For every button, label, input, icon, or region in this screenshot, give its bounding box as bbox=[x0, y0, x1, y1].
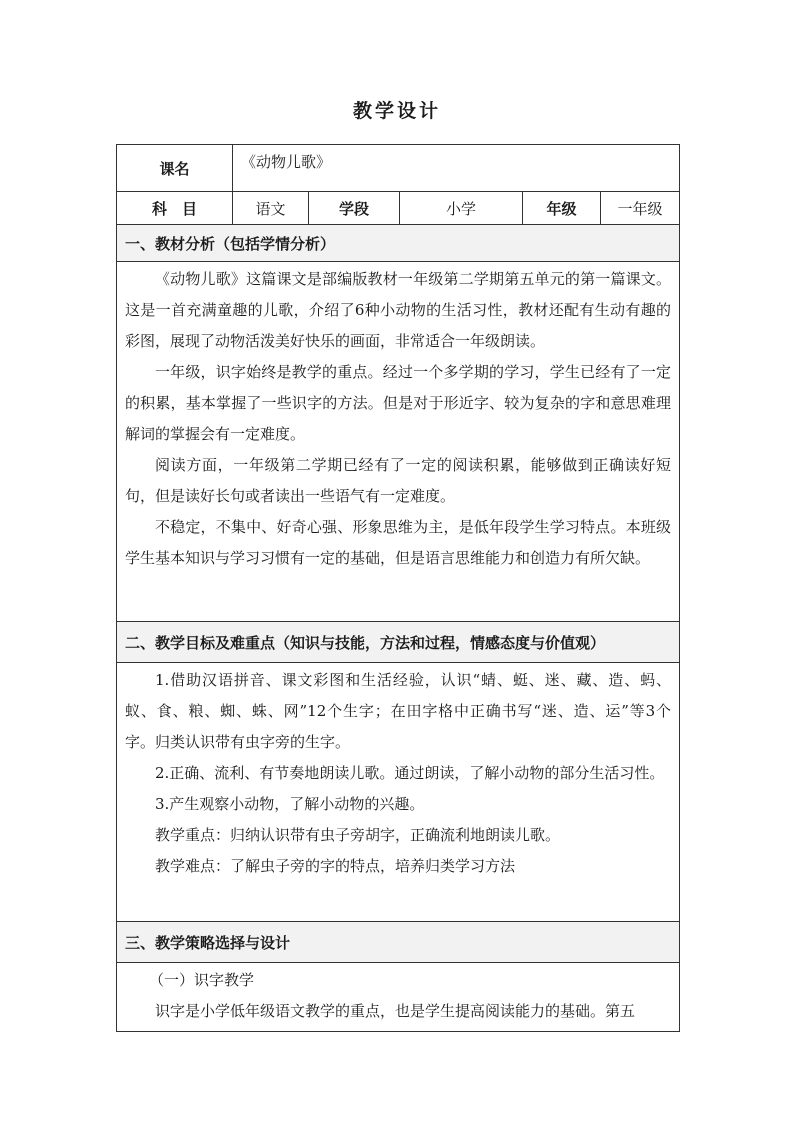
paragraph: 一年级，识字始终是教学的重点。经过一个多学期的学习，学生已经有了一定的积累，基本掌握了一些识字的方法。但是对于形近字、较为复杂的字和意思难理解词的掌握会有一定难度。 bbox=[125, 363, 672, 443]
document-title: 教学设计 bbox=[352, 100, 441, 122]
section-body bbox=[117, 663, 680, 922]
paragraph: 3.产生观察小动物，了解小动物的兴趣。 bbox=[155, 795, 425, 813]
paragraph: 1.借助汉语拼音、课文彩图和生活经验，认识“蜻、蜓、迷、藏、造、蚂、蚁、食、粮、蜘、蛛、网”12个生字；在田字格中正确书写“迷、造、运”等3个字。归类认识带有虫字旁的生字。 bbox=[125, 671, 672, 751]
subject-row bbox=[117, 192, 680, 225]
course-label: 课名 bbox=[117, 145, 233, 192]
paragraph: 2.正确、流利、有节奏地朗读儿歌。通过朗读，了解小动物的部分生活习性。 bbox=[155, 764, 665, 782]
paragraph: （一）识字教学 bbox=[149, 971, 255, 989]
paragraph: 不稳定，不集中、好奇心强、形象思维为主，是低年段学生学习特点。本班级学生基本知识与学习习惯有一定的基础，但是语言思维能力和创造力有所欠缺。 bbox=[125, 518, 672, 567]
grade-label: 年级 bbox=[523, 192, 601, 225]
section-heading: 一、教材分析（包括学情分析） bbox=[117, 225, 680, 262]
stage-value: 小学 bbox=[400, 192, 523, 225]
section-heading: 三、教学策略选择与设计 bbox=[117, 922, 680, 963]
paragraph: 《动物儿歌》这篇课文是部编版教材一年级第二学期第五单元的第一篇课文。这是一首充满童趣的儿歌，介绍了6种小动物的生活习性，教材还配有生动有趣的彩图，展现了动物活泼美好快乐的画面，非常适合一年级朗读。 bbox=[125, 270, 672, 350]
lesson-design-table bbox=[116, 144, 680, 1032]
section-1-heading-row bbox=[117, 225, 680, 262]
section-body bbox=[117, 963, 680, 1032]
paragraph: 教学重点：归纳认识带有虫子旁胡字，正确流利地朗读儿歌。 bbox=[155, 826, 561, 844]
section-heading: 二、教学目标及难重点（知识与技能，方法和过程，情感态度与价值观） bbox=[117, 622, 680, 663]
section-1-body-row bbox=[117, 262, 680, 622]
subject-value: 语文 bbox=[233, 192, 309, 225]
section-2-body-row bbox=[117, 663, 680, 922]
grade-value: 一年级 bbox=[601, 192, 680, 225]
paragraph: 教学难点：了解虫子旁的字的特点，培养归类学习方法 bbox=[155, 857, 516, 875]
section-3-heading-row bbox=[117, 922, 680, 963]
paragraph: 阅读方面，一年级第二学期已经有了一定的阅读积累，能够做到正确读好短句，但是读好长句或者读出一些语气有一定难度。 bbox=[125, 456, 672, 505]
paragraph: 识字是小学低年级语文教学的重点，也是学生提高阅读能力的基础。第五 bbox=[155, 1002, 636, 1020]
section-body bbox=[117, 262, 680, 622]
section-2-heading-row bbox=[117, 622, 680, 663]
subject-label: 科 目 bbox=[117, 192, 233, 225]
section-3-body-row bbox=[117, 963, 680, 1032]
course-row bbox=[117, 145, 680, 192]
course-name: 《动物儿歌》 bbox=[233, 145, 680, 192]
stage-label: 学段 bbox=[309, 192, 400, 225]
